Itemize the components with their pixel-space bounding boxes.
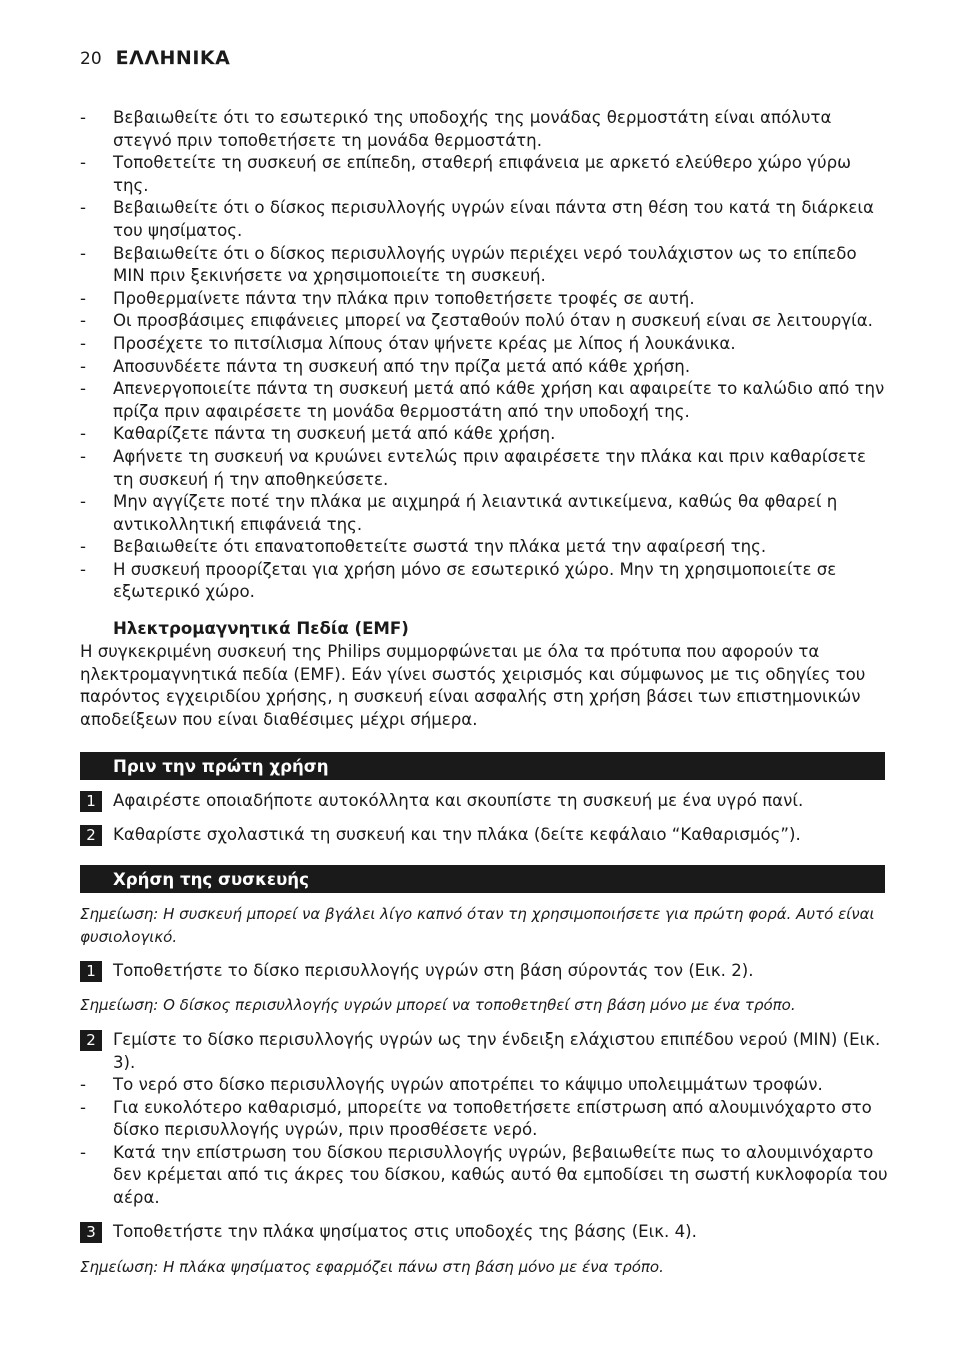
list-item: - Οι προσβάσιμες επιφάνειες μπορεί να ζεσταθούν πολύ όταν η συσκευή είναι σε λειτουργία. (80, 311, 873, 331)
list-item: - Κατά την επίστρωση του δίσκου περισυλλογής υγρών, βεβαιωθείτε πως το αλουμινόχαρτο δεν κρέμεται από τις άκρες του δίσκου, καθώς αυτό θα εμποδίσει τη σωστή κυκλοφορία του αέρα. (80, 1142, 888, 1207)
step-2-using (80, 1029, 885, 1074)
step-1-using (80, 960, 885, 983)
note-drip-tray-placement: Σημείωση: Ο δίσκος περισυλλογής υγρών μπορεί να τοποθετηθεί στη βάση μόνο με ένα τρόπο. (80, 996, 796, 1014)
list-item: - Προσέχετε το πιτσίλισμα λίπους όταν ψήνετε κρέας με λίπος ή λουκάνικα. (80, 333, 736, 353)
step-text: Αφαιρέστε οποιαδήποτε αυτοκόλλητα και σκουπίστε τη συσκευή με ένα υγρό πανί. (113, 791, 804, 810)
step-number-badge: 1 (80, 791, 102, 812)
step-text: Τοποθετήστε το δίσκο περισυλλογής υγρών στη βάση σύροντάς τον (Εικ. 2). (113, 961, 754, 980)
list-item: - Απενεργοποιείτε πάντα τη συσκευή μετά από κάθε χρήση και αφαιρείτε το καλώδιο από την πρίζα πριν αφαιρέσετε τη μονάδα θερμοστάτη από την υποδοχή της. (80, 379, 885, 421)
page-number: 20 (80, 49, 102, 69)
page-header (80, 47, 230, 73)
emf-paragraph: Η συγκεκριμένη συσκευή της Philips συμμορφώνεται με όλα τα πρότυπα που αφορούν τα ηλεκτρομαγνητικά πεδία (EMF). Εάν γίνει σωστός χειρισμός και σύμφωνος με τις οδηγίες του παρόντος εγχειριδίου χρήσης, η συσκευή είναι ασφαλής στη χρήση βάσει των επιστημονικών αποδείξεων που είναι διαθέσιμες μέχρι σήμερα. (80, 642, 866, 729)
step-2-sub-list (80, 1074, 890, 1210)
list-item: - Καθαρίζετε πάντα τη συσκευή μετά από κάθε χρήση. (80, 424, 556, 444)
list-item: - Το νερό στο δίσκο περισυλλογής υγρών αποτρέπει το κάψιμο υπολειμμάτων τροφών. (80, 1075, 823, 1094)
list-item: - Βεβαιωθείτε ότι το εσωτερικό της υποδοχής της μονάδας θερμοστάτη είναι απόλυτα στεγνό πριν τοποθετήσετε τη μονάδα θερμοστάτη. (80, 108, 832, 150)
note-grill-plate-fit: Σημείωση: Η πλάκα ψησίματος εφαρμόζει πάνω στη βάση μόνο με ένα τρόπο. (80, 1258, 664, 1276)
safety-list (80, 107, 890, 604)
list-item: - Βεβαιωθείτε ότι ο δίσκος περισυλλογής υγρών περιέχει νερό τουλάχιστον ως το επίπεδο MIN πριν ξεκινήσετε να χρησιμοποιείτε τη συσκευή. (80, 243, 857, 286)
emf-heading: Ηλεκτρομαγνητικά Πεδία (EMF) (113, 619, 409, 638)
list-item: - Για ευκολότερο καθαρισμό, μπορείτε να τοποθετήσετε επίστρωση από αλουμινόχαρτο στο δίσκο περισυλλογής υγρών, πριν προσθέσετε νερό. (80, 1097, 872, 1140)
step-number-badge: 2 (80, 1030, 102, 1051)
section-header-using-appliance: Χρήση της συσκευής (80, 865, 885, 893)
list-item: - Μην αγγίζετε ποτέ την πλάκα με αιχμηρά ή λειαντικά αντικείμενα, καθώς θα φθαρεί η αντικολλητική επιφάνειά της. (80, 492, 838, 534)
step-2-before-first-use (80, 824, 885, 847)
step-1-before-first-use (80, 790, 885, 813)
note-first-use-smoke: Σημείωση: Η συσκευή μπορεί να βγάλει λίγο καπνό όταν τη χρησιμοποιήσετε για πρώτη φορά. Αυτό είναι φυσιολογικό. (80, 905, 875, 946)
step-number-badge: 2 (80, 825, 102, 846)
list-item: - Βεβαιωθείτε ότι επανατοποθετείτε σωστά την πλάκα μετά την αφαίρεσή της. (80, 537, 767, 557)
list-item: - Βεβαιωθείτε ότι ο δίσκος περισυλλογής υγρών είναι πάντα στη θέση του κατά τη διάρκεια του ψησίματος. (80, 198, 874, 240)
list-item: - Αποσυνδέετε πάντα τη συσκευή από την πρίζα μετά από κάθε χρήση. (80, 356, 691, 376)
list-item: - Προθερμαίνετε πάντα την πλάκα πριν τοποθετήσετε τροφές σε αυτή. (80, 288, 695, 308)
list-item: - Η συσκευή προορίζεται για χρήση μόνο σε εσωτερικό χώρο. Μην τη χρησιμοποιείτε σε εξωτερικό χώρο. (80, 559, 837, 602)
step-text: Καθαρίστε σχολαστικά τη συσκευή και την πλάκα (δείτε κεφάλαιο “Καθαρισμός”). (113, 825, 801, 844)
step-number-badge: 3 (80, 1222, 102, 1243)
step-number-badge: 1 (80, 961, 102, 982)
step-text: Γεμίστε το δίσκο περισυλλογής υγρών ως την ένδειξη ελάχιστου επιπέδου νερού (MIN) (Εικ. 3). (113, 1030, 881, 1072)
step-3-using (80, 1221, 885, 1244)
step-text: Τοποθετήστε την πλάκα ψησίματος στις υποδοχές της βάσης (Εικ. 4). (113, 1222, 697, 1241)
section-header-before-first-use: Πριν την πρώτη χρήση (80, 752, 885, 780)
list-item: - Τοποθετείτε τη συσκευή σε επίπεδη, σταθερή επιφάνεια με αρκετό ελεύθερο χώρο γύρω της. (80, 153, 852, 195)
list-item: - Αφήνετε τη συσκευή να κρυώνει εντελώς πριν αφαιρέσετε την πλάκα και πριν καθαρίσετε τη συσκευή ή την αποθηκεύσετε. (80, 446, 867, 489)
page-language-title: ΕΛΛΗΝΙΚΑ (115, 47, 231, 69)
